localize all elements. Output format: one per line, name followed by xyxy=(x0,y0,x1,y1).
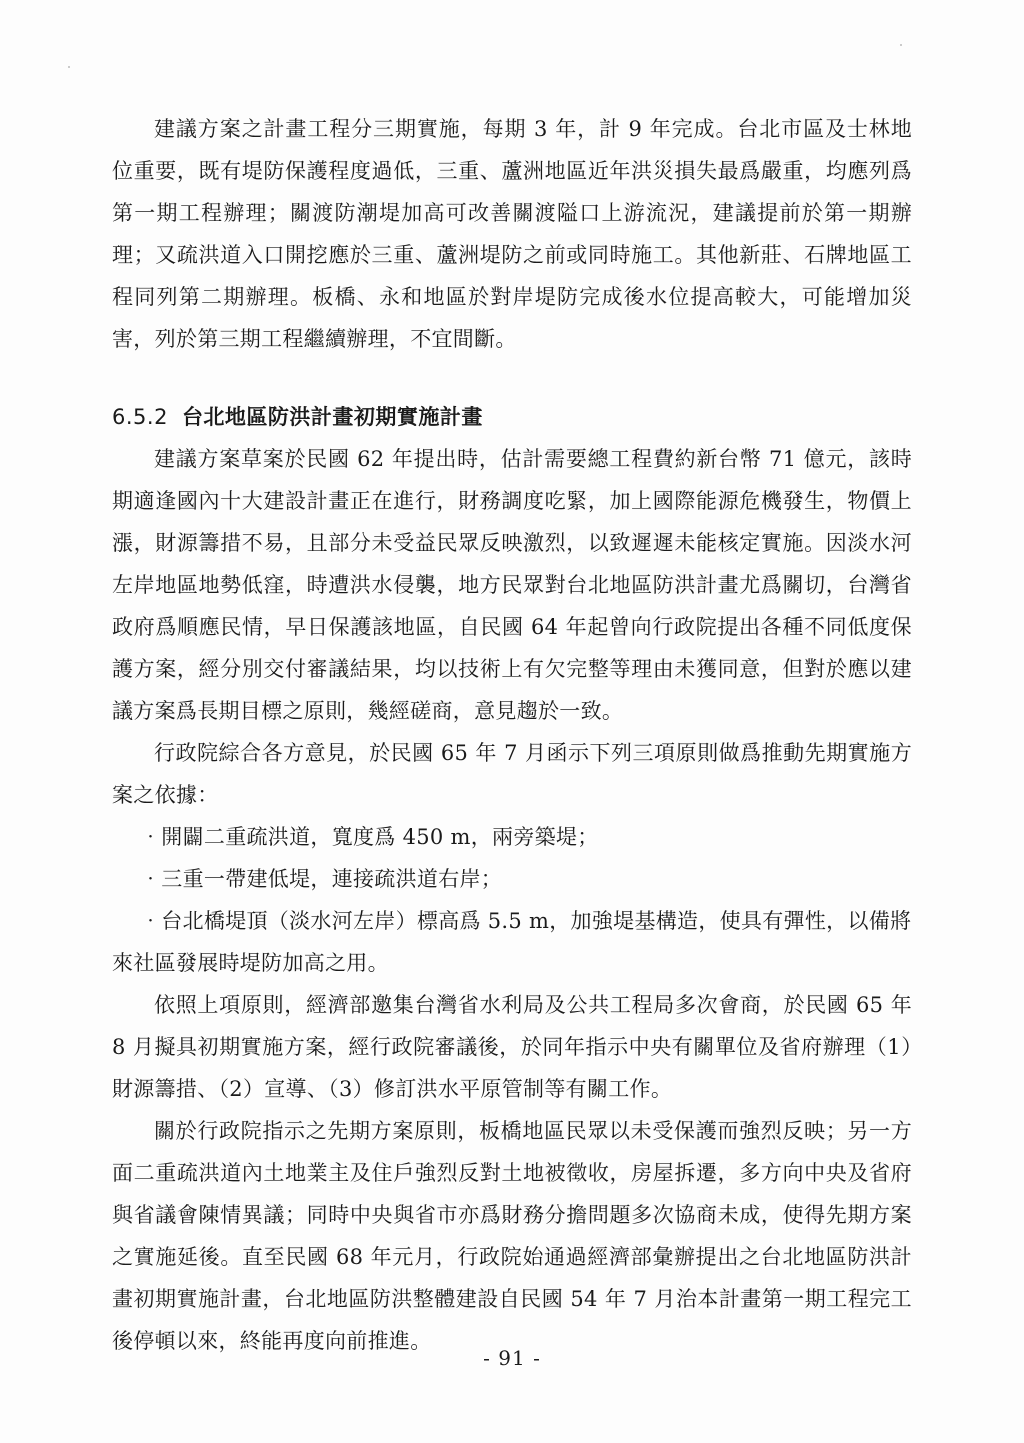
paragraph-plan-delay: 關於行政院指示之先期方案原則，板橋地區民眾以未受保護而強烈反映；另一方面二重疏洪道內土地業主及住戶強烈反對土地被徵收，房屋拆遷，多方向中央及省府與省議會陳情異議；同時中央與省市亦爲財務分擔問題多次協商未成，使得先期方案之實施延後。直至民國 68 年元月，行政院始通過經濟部彙辦提出之台北地區防洪計畫初期實施計畫，台北地區防洪整體建設自民國 54 年 7 月治本計畫第一期工程完工後停頓以來，終能再度向前推進。 xyxy=(112,1119,912,1353)
bullet-taipei-bridge-levee: ‧台北橋堤頂（淡水河左岸）標高爲 5.5 m，加強堤基構造，使具有彈性，以備將來社區發展時堤防加高之用。 xyxy=(112,909,912,975)
paragraph-initial-plan: 依照上項原則，經濟部邀集台灣省水利局及公共工程局多次會商，於民國 65 年 8 月擬具初期實施方案，經行政院審議後，於同年指示中央有關單位及省府辦理（1）財源籌措、（2）宣導、（3）修訂洪水平原管制等有關工作。 xyxy=(112,993,912,1101)
scan-speck xyxy=(900,44,902,46)
paragraph-draft-proposal: 建議方案草案於民國 62 年提出時，估計需要總工程費約新台幣 71 億元，該時期適逢國內十大建設計畫正在進行，財務調度吃緊，加上國際能源危機發生，物價上漲，財源籌措不易，且部分未受益民眾反映激烈，以致遲遲未能核定實施。因淡水河左岸地區地勢低窪，時遭洪水侵襲，地方民眾對台北地區防洪計畫尤爲關切，台灣省政府爲順應民情，早日保護該地區，自民國 64 年起曾向行政院提出各種不同低度保護方案，經分別交付審議結果，均以技術上有欠完整等理由未獲同意，但對於應以建議方案爲長期目標之原則，幾經磋商，意見趨於一致。 xyxy=(112,447,912,723)
section-heading xyxy=(112,396,912,438)
page-content xyxy=(112,108,912,1362)
paragraph-construction-phases: 建議方案之計畫工程分三期實施，每期 3 年，計 9 年完成。台北市區及士林地位重要，既有堤防保護程度過低，三重、蘆洲地區近年洪災損失最爲嚴重，均應列爲第一期工程辦理；關渡防潮堤加高可改善關渡隘口上游流況，建議提前於第一期辦理；又疏洪道入口開挖應於三重、蘆洲堤防之前或同時施工。其他新莊、石牌地區工程同列第二期辦理。板橋、永和地區於對岸堤防完成後水位提高較大，可能增加災害，列於第三期工程繼續辦理，不宜間斷。 xyxy=(112,117,912,351)
section-title: 台北地區防洪計畫初期實施計畫 xyxy=(181,405,483,429)
section-number: 6.5.2 xyxy=(112,405,168,429)
scan-speck xyxy=(68,66,70,68)
page-number: - 91 - xyxy=(483,1346,541,1370)
bullet-sanchong-levee: ‧三重一帶建低堤，連接疏洪道右岸； xyxy=(140,867,503,891)
bullet-erchong-floodway: ‧開闢二重疏洪道，寬度爲 450 m，兩旁築堤； xyxy=(140,825,599,849)
paragraph-executive-yuan-principles: 行政院綜合各方意見，於民國 65 年 7 月函示下列三項原則做爲推動先期實施方案之依據： xyxy=(112,741,912,807)
